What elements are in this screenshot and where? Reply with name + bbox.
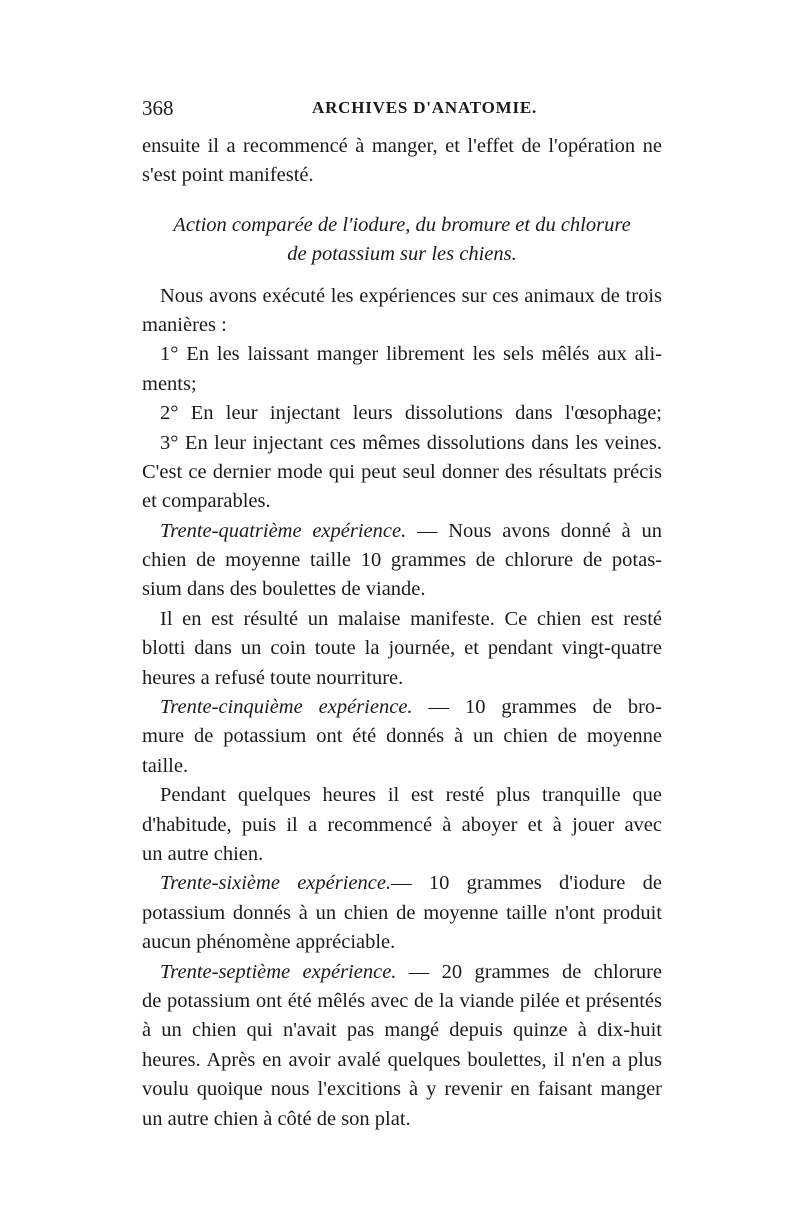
text-line: et comparables. [142, 490, 271, 513]
text-line: aucun phénomène appréciable. [142, 931, 396, 954]
text-line: à un chien qui n'avait pas mangé depuis quinze à dix-huit [142, 1019, 662, 1042]
running-title: ARCHIVES D'ANATOMIE. [312, 98, 538, 117]
text-line: potassium donnés à un chien de moyenne taille n'ont produit [142, 901, 662, 924]
page-number: 368 [142, 96, 174, 120]
experiment-label: Trente-quatrième expérience. [160, 519, 407, 542]
text-line: voulu quoique nous l'excitions à y revenir en faisant manger [142, 1078, 662, 1101]
section-heading [142, 211, 662, 270]
text-line: Nous avons exécuté les expériences sur ces animaux de trois [160, 284, 662, 307]
section-heading-line: de potassium sur les chiens. [287, 243, 517, 266]
experience-35 [142, 693, 662, 869]
text-line: taille. [142, 754, 189, 777]
experiment-text: — 10 grammes d'iodure de [391, 872, 662, 895]
intro-paragraphs [142, 282, 662, 517]
experiment-first-line [142, 517, 662, 546]
experience-36 [142, 869, 662, 957]
experiment-label: Trente-septième expérience. [160, 960, 397, 983]
experiment-text: — 20 grammes de chlorure [396, 960, 662, 983]
text-line: de potassium ont été mêlés avec de la viande pilée et présentés [142, 989, 662, 1012]
text-line: Pendant quelques heures il est resté plus tranquille que [160, 784, 662, 807]
text-line: mure de potassium ont été donnés à un chien de moyenne [142, 725, 662, 748]
text-line: s'est point manifesté. [142, 164, 314, 187]
text-line: un autre chien. [142, 842, 264, 865]
experiment-label: Trente-sixième expérience. [160, 872, 392, 895]
text-line: blotti dans un coin toute la journée, et pendant vingt-quatre [142, 637, 662, 660]
text-line: Il en est résulté un malaise manifeste. Ce chien est resté [160, 607, 662, 630]
text-line: 3° En leur injectant ces mêmes dissolutions dans les veines. [160, 431, 662, 454]
experience-34 [142, 517, 662, 693]
experiment-first-line [142, 693, 662, 722]
text-line: ensuite il a recommencé à manger, et l'effet de l'opération ne [142, 135, 662, 157]
experiment-first-line [142, 958, 662, 987]
text-line: sium dans des boulettes de viande. [142, 578, 426, 601]
page-header [142, 96, 662, 126]
text-line: heures a refusé toute nourriture. [142, 666, 404, 689]
section-heading-line: Action comparée de l'iodure, du bromure et du chlorure [173, 213, 631, 236]
experience-37 [142, 958, 662, 1134]
text-line: 1° En les laissant manger librement les sels mêlés aux ali- [160, 343, 662, 366]
book-page [142, 96, 662, 1134]
experiment-first-line [142, 869, 662, 898]
experiment-label: Trente-cinquième expérience. [160, 696, 413, 719]
text-line: heures. Après en avoir avalé quelques boulettes, il n'en a plus [142, 1048, 662, 1071]
text-line: ments; [142, 372, 197, 395]
experiment-text: — 10 grammes de bro- [412, 696, 662, 719]
text-line: d'habitude, puis il a recommencé à aboyer et à jouer avec [142, 813, 662, 836]
text-line: un autre chien à côté de son plat. [142, 1107, 411, 1130]
text-line: 2° En leur injectant leurs dissolutions dans l'œsophage; [160, 402, 662, 425]
text-line: manières : [142, 313, 227, 336]
experiment-text: — Nous avons donné à un [406, 519, 662, 542]
text-line: C'est ce dernier mode qui peut seul donner des résultats précis [142, 460, 662, 483]
text-line: chien de moyenne taille 10 grammes de chlorure de potas- [142, 549, 662, 572]
continued-paragraph [142, 132, 662, 191]
